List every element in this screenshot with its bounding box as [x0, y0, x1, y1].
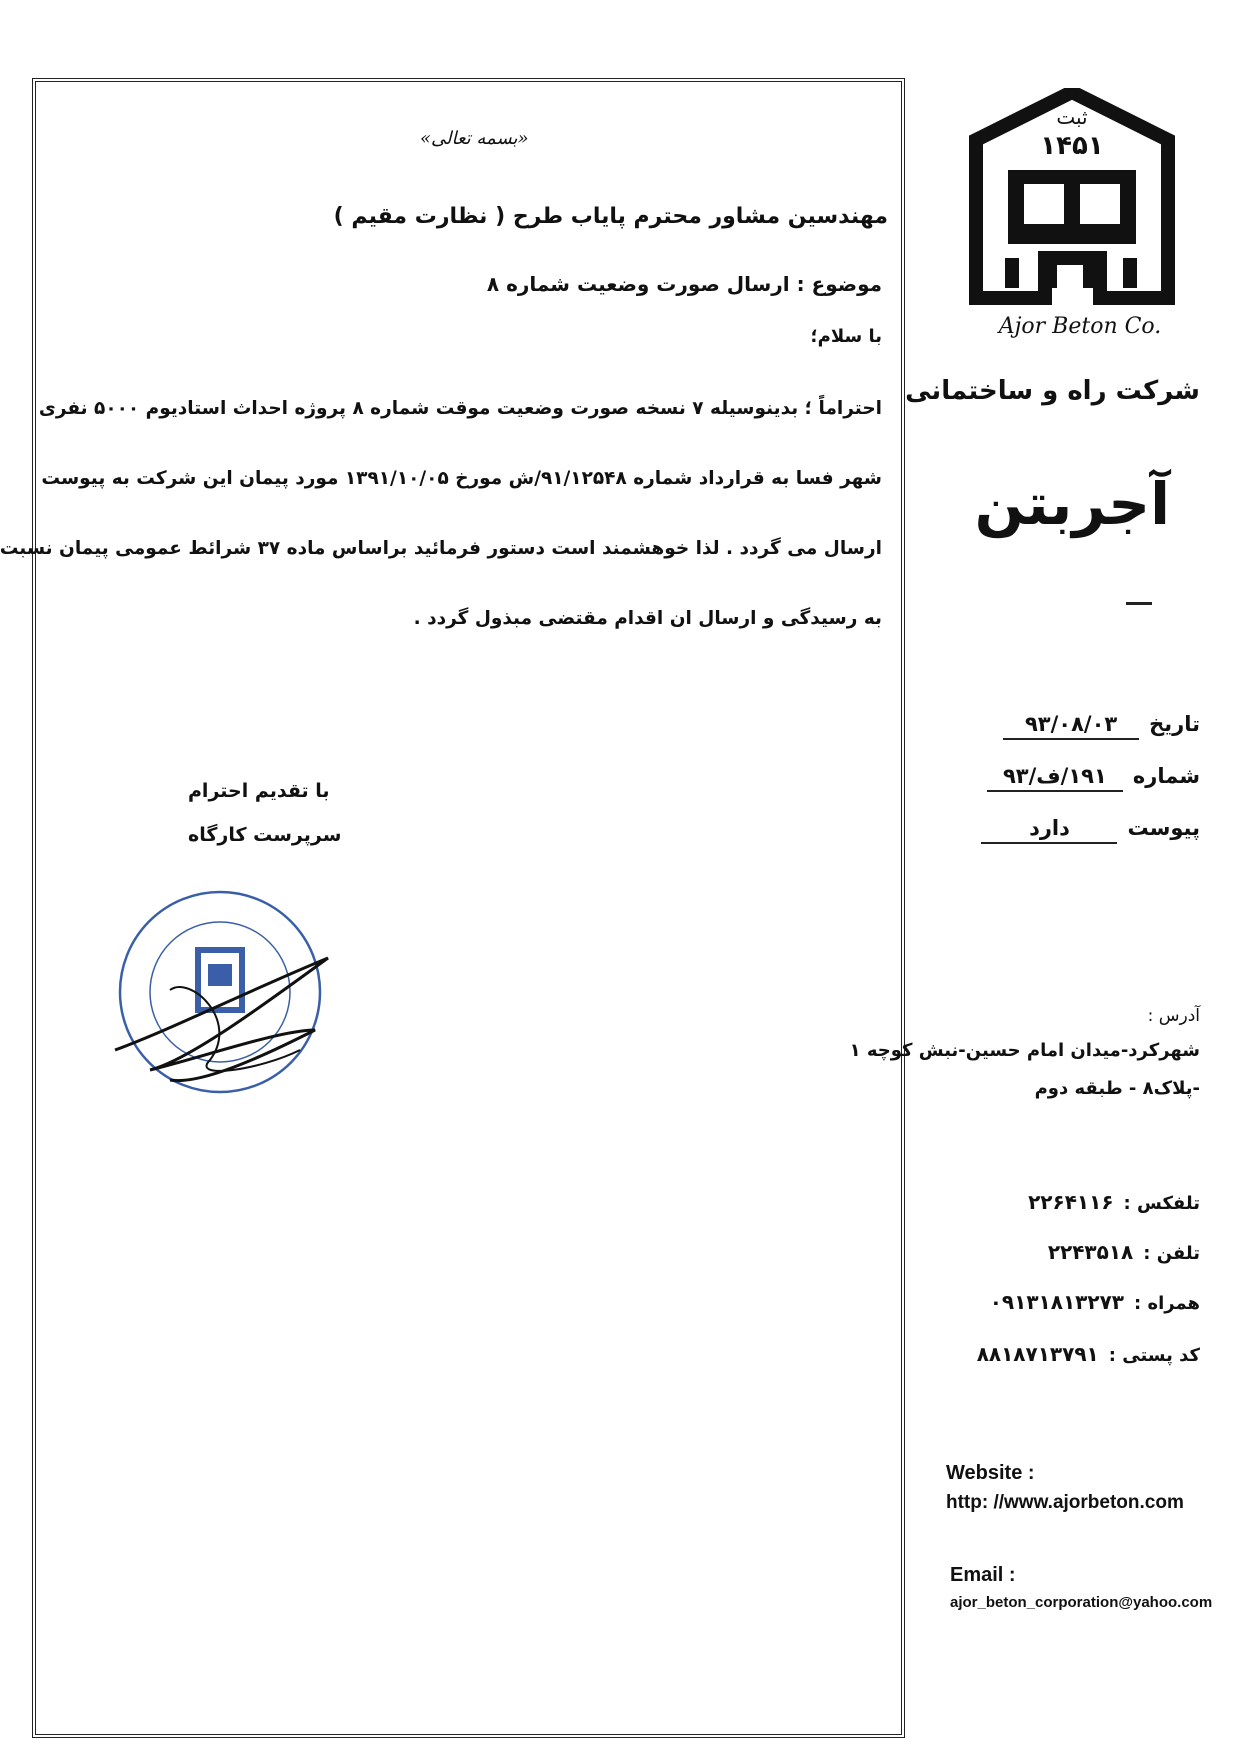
date-value: ۹۳/۰۸/۰۳ [1003, 712, 1139, 740]
greeting: با سلام؛ [810, 326, 882, 347]
number-value: ۱۹۱/ف/۹۳ [987, 764, 1123, 792]
subject-line: موضوع : ارسال صورت وضعیت شماره ۸ [486, 272, 882, 296]
body-line: شهر فسا به قرارداد شماره ۹۱/۱۲۵۴۸/ش مورخ ۱۳۹۱/۱۰/۰۵ مورد پیمان این شرکت به پیوست [41, 468, 882, 489]
logo-script: Ajor Beton Co. [998, 314, 1162, 339]
company-type: شرکت راه و ساختمانی [905, 376, 1200, 406]
address-line-2: -پلاک۸ - طبقه دوم [1034, 1078, 1200, 1099]
mobile-label: همراه : [1133, 1293, 1200, 1314]
basmala: «بسمه تعالی» [420, 128, 529, 149]
phone-row [1048, 1240, 1200, 1264]
company-logo [950, 88, 1195, 348]
attachment-row [981, 816, 1200, 844]
company-stamp [110, 880, 340, 1110]
fax-value: ۲۲۶۴۱۱۶ [1028, 1190, 1114, 1214]
website-link[interactable]: http: //www.ajorbeton.com [946, 1492, 1184, 1513]
body-line: به رسیدگی و ارسال ان اقدام مقتضی مبذول گردد . [413, 608, 882, 629]
date-row [1003, 712, 1200, 740]
date-label: تاریخ [1149, 712, 1200, 736]
company-name: آجربتن [974, 470, 1170, 538]
phone-label: تلفن : [1143, 1243, 1200, 1264]
postal-code-value: ۸۸۱۸۷۱۳۷۹۱ [976, 1342, 1099, 1366]
body-line: احتراماً ؛ بدینوسیله ۷ نسخه صورت وضعیت موقت شماره ۸ پروژه احداث استادیوم ۵۰۰۰ نفری [38, 398, 882, 419]
closing-respect: با تقدیم احترام [188, 780, 330, 802]
number-label: شماره [1132, 764, 1200, 788]
address-label: آدرس : [1147, 1006, 1200, 1026]
body-line: ارسال می گردد . لذا خوهشمند است دستور فرمائید براساس ماده ۳۷ شرائط عمومی پیمان نسبت [0, 538, 882, 559]
attachment-label: پیوست [1127, 816, 1200, 840]
fax-row [1028, 1190, 1200, 1214]
fax-label: تلفکس : [1123, 1193, 1200, 1214]
number-row [987, 764, 1200, 792]
postal-code-row [977, 1342, 1200, 1366]
address-line-1: شهرکرد-میدان امام حسین-نبش کوچه ۱ [849, 1040, 1200, 1061]
logo-number: ۱۴۵۱ [1040, 131, 1104, 161]
mobile-row [990, 1290, 1200, 1314]
addressee: مهندسین مشاور محترم پایاب طرح ( نظارت مقیم ) [333, 204, 888, 229]
website-label: Website : [946, 1462, 1035, 1484]
email-label: Email : [950, 1564, 1016, 1586]
phone-value: ۲۲۴۳۵۱۸ [1047, 1240, 1134, 1264]
logo-registration: ثبت [1056, 105, 1088, 129]
email-link[interactable]: ajor_beton_corporation@yahoo.com [950, 1594, 1213, 1611]
closing-signatory: سرپرست کارگاه [188, 824, 342, 846]
separator-dash [1126, 602, 1152, 605]
attachment-value: دارد [981, 816, 1117, 844]
postal-code-label: کد پستی : [1108, 1345, 1200, 1366]
mobile-value: ۰۹۱۳۱۸۱۳۲۷۳ [989, 1290, 1124, 1314]
